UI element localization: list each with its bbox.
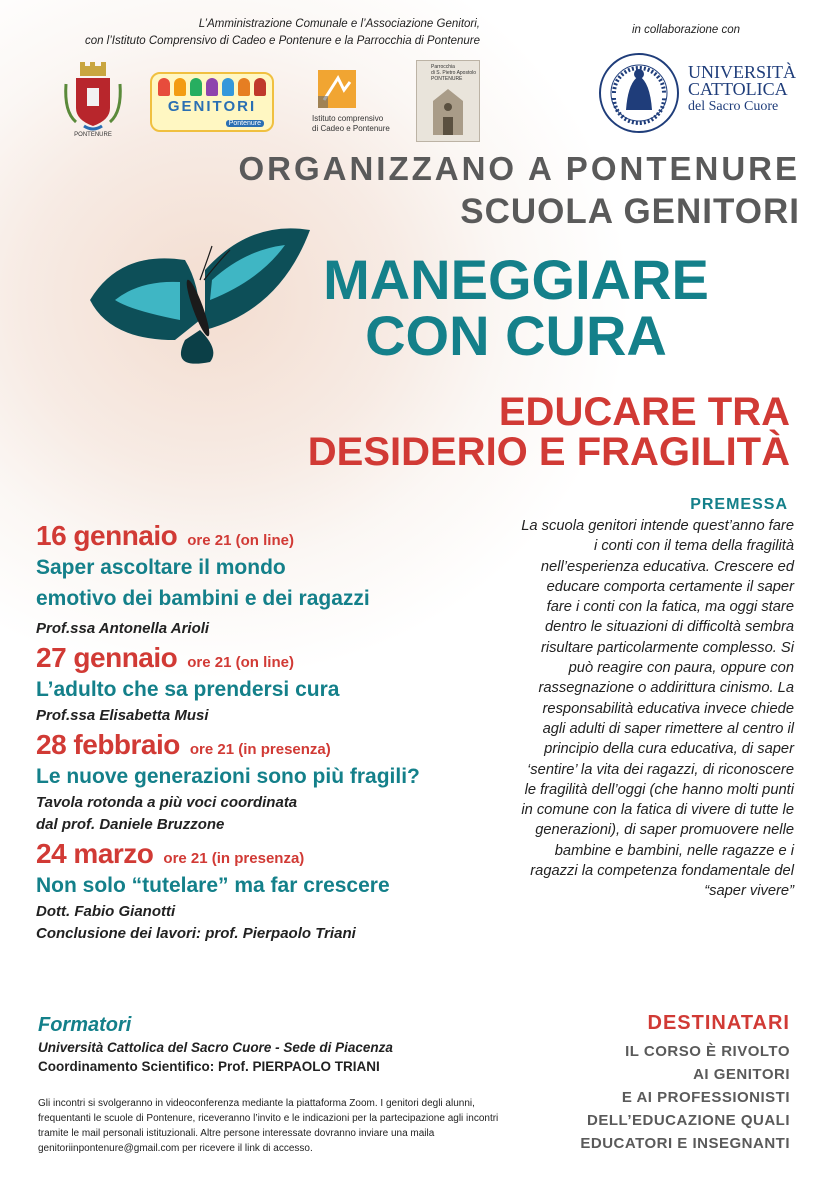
event-1 [36, 520, 516, 640]
main-title [0, 248, 782, 367]
church-icon [431, 87, 465, 137]
event-speaker: Tavola rotonda a più voci coordinata [36, 794, 298, 811]
genitori-logo-sub: Pontenure [226, 120, 264, 127]
organizers-line-2: con l’Istituto Comprensivo di Cadeo e Pontenure e la Parrocchia di Pontenure [84, 35, 480, 47]
school-logo-text [312, 114, 412, 134]
parish-logo-text [431, 64, 476, 82]
main-title-line-2: CON CURA [365, 304, 667, 367]
event-speaker: dal prof. Daniele Bruzzone [36, 816, 225, 833]
formatori-line-2: Coordinamento Scientifico: Prof. PIERPAOLO TRIANI [38, 1059, 380, 1074]
destinatari-line: DELL’EDUCAZIONE QUALI [586, 1112, 790, 1129]
parish-line-1: Parrocchia [431, 64, 455, 70]
genitori-logo-word: GENITORI [167, 98, 257, 115]
destinatari-line: E AI PROFESSIONISTI [621, 1089, 790, 1106]
school-logo-line-2: di Cadeo e Pontenure [312, 124, 390, 133]
destinatari-line: EDUCATORI E INSEGNANTI [580, 1135, 790, 1152]
destinatari-line: IL CORSO È RIVOLTO [625, 1043, 790, 1060]
event-speaker: Prof.ssa Antonella Arioli [36, 620, 210, 637]
event-speaker: Conclusione dei lavori: prof. Pierpaolo Triani [36, 925, 356, 942]
event-time: ore 21 (on line) [187, 532, 294, 549]
footnote-text: Gli incontri si svolgeranno in videoconferenza mediante la piattaforma Zoom. I genitori degli alunni, frequentanti le scuole di Pontenure, riceveranno l’invito e le indicazioni per la partecipazione agli incontri tramite le mail personali istituzionali. Altre persone interessate dovranno inviare una maila genitoriinpontenure@gmail.com per ricevere il link di accesso. [38, 1098, 499, 1154]
parish-line-3: PONTENURE [431, 76, 463, 82]
event-time: ore 21 (on line) [187, 654, 294, 671]
subtitle-line-2: DESIDERIO E FRAGILITÀ [307, 430, 790, 474]
university-line-2: CATTOLICA [688, 79, 788, 99]
school-logo [312, 70, 392, 140]
event-date: 24 marzo [36, 838, 154, 869]
university-seal-logo [598, 52, 680, 134]
event-2 [36, 642, 516, 727]
destinatari-line: AI GENITORI [693, 1066, 790, 1083]
event-time: ore 21 (in presenza) [189, 741, 331, 758]
organize-heading: ORGANIZZANO A PONTENURE [238, 150, 800, 187]
premessa-text: La scuola genitori intende quest’anno fare i conti con il tema della fragilità nell’esperienza educativa. Crescere ed educare comporta certamente il saper fare i conti con la fatica, ma oggi stare dentro le situazioni di difficoltà sembra risultare particolarmente complesso. Si può reagire con paura, oppure con rassegnazione o addirittura cinismo. La responsabilità educativa invece chiede agli adulti di saper rimettere al centro il principio della cura educativa, di saper ‘sentire’ la vita dei ragazzi, di riconoscere le fragilità dell’oggi (che hanno molti punti in comune con la fatica di vivere di tutte le generazioni), di saper promuovere nelle bambine e bambini, nelle ragazze e i ragazzi la competenza fondamentale del “saper vivere” [521, 518, 794, 900]
event-4 [36, 838, 516, 945]
university-line-1: UNIVERSITÀ [688, 62, 796, 82]
university-line-3: del Sacro Cuore [688, 99, 779, 114]
event-3 [36, 729, 516, 836]
school-heading: SCUOLA GENITORI [460, 192, 800, 231]
parish-line-2: di S. Pietro Apostolo [431, 70, 477, 76]
event-topic-line: Saper ascoltare il mondo [36, 556, 286, 579]
university-name [688, 62, 796, 115]
event-date: 16 gennaio [36, 520, 178, 551]
parish-logo [416, 60, 480, 142]
subtitle-line-1: EDUCARE TRA [498, 390, 790, 434]
destinatari-text [520, 1040, 790, 1155]
event-date: 27 gennaio [36, 642, 178, 673]
event-topic-line: Non solo “tutelare” ma far crescere [36, 874, 390, 897]
organizers-text [60, 16, 480, 50]
organizers-line-1: L’Amministrazione Comunale e l’Associazione Genitori, [198, 18, 480, 30]
subtitle [0, 392, 790, 472]
destinatari-heading: DESTINATARI [647, 1012, 790, 1034]
event-topic-line: Le nuove generazioni sono più fragili? [36, 765, 420, 788]
main-title-line-1: MANEGGIARE [323, 248, 709, 311]
children-figures [158, 78, 266, 96]
formatori-line-1: Università Cattolica del Sacro Cuore - Sede di Piacenza [38, 1040, 393, 1055]
collaboration-label: in collaborazione con [632, 24, 741, 36]
genitori-association-logo [150, 72, 274, 132]
crest-label: PONTENURE [74, 132, 112, 138]
school-logo-mark [318, 70, 356, 108]
event-speaker: Dott. Fabio Gianotti [36, 903, 176, 920]
school-logo-line-1: Istituto comprensivo [312, 114, 384, 123]
event-time: ore 21 (in presenza) [163, 850, 305, 867]
event-speaker: Prof.ssa Elisabetta Musi [36, 707, 209, 724]
event-topic-line: emotivo dei bambini e dei ragazzi [36, 587, 370, 610]
formatori-heading: Formatori [38, 1014, 132, 1036]
event-topic-line: L’adulto che sa prendersi cura [36, 678, 340, 701]
event-date: 28 febbraio [36, 729, 180, 760]
pontenure-crest-logo [62, 60, 124, 138]
premessa-heading: PREMESSA [690, 496, 788, 513]
event-schedule [36, 520, 516, 947]
